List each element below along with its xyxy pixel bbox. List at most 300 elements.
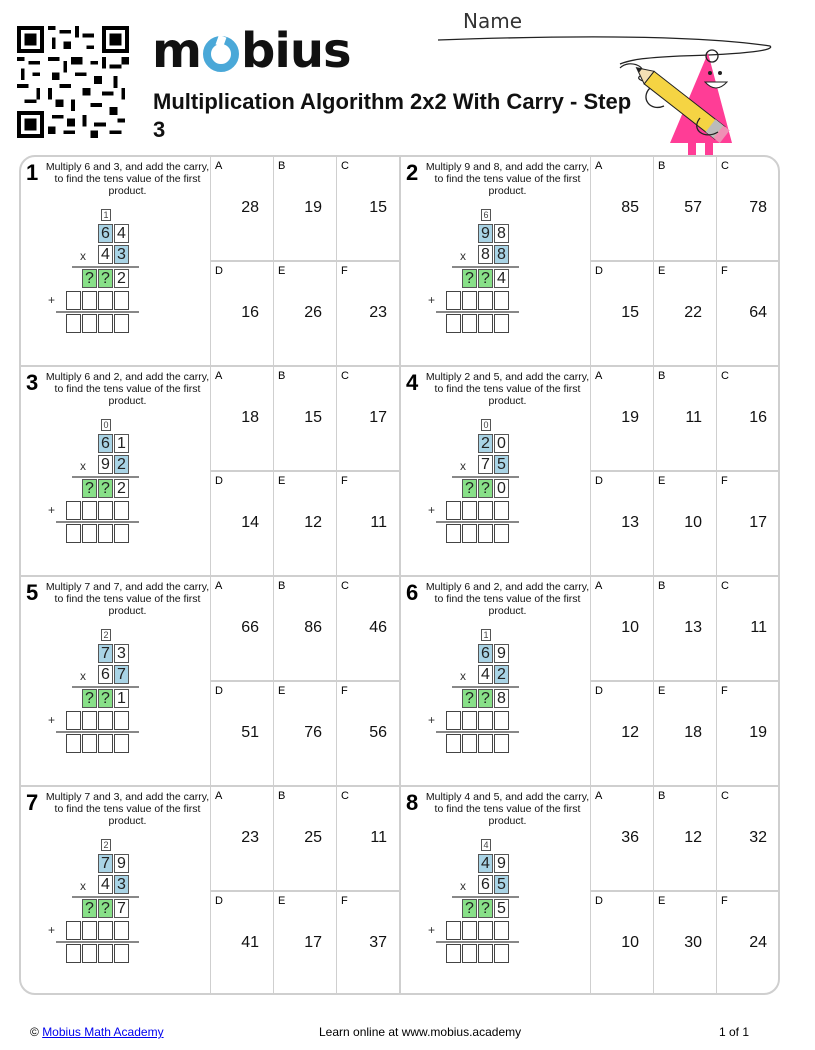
choice-value: 85 <box>621 199 639 216</box>
answer-choices <box>591 157 780 365</box>
answer-choice-c[interactable] <box>717 577 780 682</box>
answer-choice-d[interactable] <box>211 472 274 577</box>
mobius-academy-link[interactable]: Mobius Math Academy <box>42 1025 164 1039</box>
answer-choice-c[interactable] <box>717 157 780 262</box>
choice-value: 11 <box>370 829 387 846</box>
choice-letter: A <box>595 160 603 172</box>
choice-letter: A <box>595 580 603 592</box>
problem-instruction: Multiply 6 and 3, and add the carry, to find the tens value of the first product. <box>45 161 210 197</box>
logo-text-prefix: m <box>152 23 202 79</box>
answer-choice-b[interactable] <box>274 157 337 262</box>
second-product-box[interactable] <box>66 291 81 310</box>
second-product-box[interactable] <box>82 711 97 730</box>
final-answer-box[interactable] <box>462 734 477 753</box>
multiply-sign: x <box>460 459 466 473</box>
partial-ones-digit: 2 <box>114 269 129 288</box>
partial-tens-answer[interactable]: ? <box>478 899 493 918</box>
choice-letter: F <box>721 475 728 487</box>
partial-tens-answer[interactable]: ? <box>478 269 493 288</box>
multiply-sign: x <box>80 249 86 263</box>
answer-choice-d[interactable] <box>591 682 654 787</box>
second-product-box[interactable] <box>114 921 129 940</box>
bottom-ones-digit: 2 <box>494 665 509 684</box>
final-answer-box[interactable] <box>82 314 97 333</box>
problem-work-area <box>401 367 591 575</box>
partial-ones-digit: 1 <box>114 689 129 708</box>
choice-letter: B <box>658 580 666 592</box>
top-ones-digit: 8 <box>494 224 509 243</box>
multiply-sign: x <box>460 669 466 683</box>
answer-choice-a[interactable] <box>211 367 274 472</box>
answer-choice-b[interactable] <box>654 367 717 472</box>
final-answer-box[interactable] <box>114 944 129 963</box>
answer-choice-c[interactable] <box>337 367 401 472</box>
choice-letter: B <box>278 370 286 382</box>
second-product-box[interactable] <box>478 501 493 520</box>
bottom-ones-digit: 7 <box>114 665 129 684</box>
choice-value: 46 <box>369 619 387 636</box>
second-product-box[interactable] <box>478 291 493 310</box>
final-answer-box[interactable] <box>98 524 113 543</box>
second-product-box[interactable] <box>66 921 81 940</box>
choice-letter: C <box>721 790 729 802</box>
answer-choice-d[interactable] <box>591 472 654 577</box>
second-product-box[interactable] <box>462 921 477 940</box>
second-product-box[interactable] <box>478 921 493 940</box>
choice-letter: C <box>341 160 349 172</box>
final-answer-box[interactable] <box>114 524 129 543</box>
choice-value: 13 <box>684 619 702 636</box>
problem-instruction: Multiply 7 and 3, and add the carry, to find the tens value of the first product. <box>45 791 210 827</box>
second-product-box[interactable] <box>446 921 461 940</box>
sum-rule <box>436 731 519 733</box>
answer-choice-e[interactable] <box>654 472 717 577</box>
final-answer-box[interactable] <box>478 734 493 753</box>
choice-value: 56 <box>369 724 387 741</box>
final-answer-box[interactable] <box>494 734 509 753</box>
choice-value: 12 <box>684 829 702 846</box>
choice-letter: C <box>341 580 349 592</box>
multiply-rule <box>452 686 519 688</box>
second-product-box[interactable] <box>66 711 81 730</box>
choice-letter: B <box>658 160 666 172</box>
choice-letter: B <box>278 790 286 802</box>
answer-choices <box>211 787 401 995</box>
answer-choice-a[interactable] <box>211 577 274 682</box>
answer-choice-e[interactable] <box>654 892 717 995</box>
answer-choice-b[interactable] <box>654 787 717 892</box>
partial-hundreds-answer[interactable]: ? <box>82 689 97 708</box>
bottom-tens-digit: 8 <box>478 245 493 264</box>
answer-choice-d[interactable] <box>591 892 654 995</box>
choice-value: 15 <box>621 304 639 321</box>
problem-5 <box>21 577 401 787</box>
problem-number: 8 <box>406 790 419 815</box>
problem-work-area <box>401 157 591 365</box>
partial-hundreds-answer[interactable]: ? <box>462 899 477 918</box>
choice-letter: F <box>721 685 728 697</box>
second-product-box[interactable] <box>446 501 461 520</box>
problem-work-area <box>21 367 211 575</box>
partial-tens-answer[interactable]: ? <box>98 269 113 288</box>
choice-letter: D <box>215 895 223 907</box>
answer-choices <box>211 367 401 575</box>
answer-choice-e[interactable] <box>274 682 337 787</box>
choice-letter: A <box>595 370 603 382</box>
choice-value: 28 <box>241 199 259 216</box>
answer-choice-c[interactable] <box>337 787 401 892</box>
answer-choice-d[interactable] <box>591 262 654 367</box>
final-answer-box[interactable] <box>446 524 461 543</box>
multiplication-algorithm <box>21 207 211 337</box>
choice-value: 23 <box>241 829 259 846</box>
choice-value: 57 <box>684 199 702 216</box>
final-answer-box[interactable] <box>462 314 477 333</box>
second-product-box[interactable] <box>82 291 97 310</box>
second-product-box[interactable] <box>446 711 461 730</box>
plus-sign: + <box>428 923 436 937</box>
answer-choice-f[interactable] <box>717 472 780 577</box>
answer-choice-c[interactable] <box>717 787 780 892</box>
problem-7 <box>21 787 401 995</box>
bottom-ones-digit: 3 <box>114 875 129 894</box>
final-answer-box[interactable] <box>494 314 509 333</box>
choice-letter: C <box>721 370 729 382</box>
multiply-sign: x <box>80 669 86 683</box>
multiply-sign: x <box>460 879 466 893</box>
choice-value: 15 <box>369 199 387 216</box>
final-answer-box[interactable] <box>462 524 477 543</box>
choice-value: 66 <box>241 619 259 636</box>
choice-letter: D <box>595 265 603 277</box>
choice-value: 30 <box>684 934 702 951</box>
partial-hundreds-answer[interactable]: ? <box>82 479 97 498</box>
final-answer-box[interactable] <box>98 314 113 333</box>
top-tens-digit: 6 <box>98 434 113 453</box>
final-answer-box[interactable] <box>82 734 97 753</box>
choice-value: 78 <box>749 199 767 216</box>
qr-code <box>17 26 129 138</box>
multiply-sign: x <box>460 249 466 263</box>
partial-hundreds-answer[interactable]: ? <box>82 269 97 288</box>
answer-choices <box>591 787 780 995</box>
choice-value: 17 <box>369 409 387 426</box>
page-title: Multiplication Algorithm 2x2 With Carry - Step 3 <box>153 89 632 142</box>
bottom-tens-digit: 4 <box>98 245 113 264</box>
partial-hundreds-answer[interactable]: ? <box>462 689 477 708</box>
final-answer-box[interactable] <box>98 734 113 753</box>
answer-choice-d[interactable] <box>211 682 274 787</box>
partial-tens-answer[interactable]: ? <box>98 899 113 918</box>
plus-sign: + <box>48 713 56 727</box>
carry-box: 2 <box>101 629 111 641</box>
second-product-box[interactable] <box>98 291 113 310</box>
answer-choice-e[interactable] <box>274 262 337 367</box>
answer-choices <box>211 577 401 785</box>
plus-sign: + <box>48 293 56 307</box>
answer-choice-e[interactable] <box>274 472 337 577</box>
choice-value: 76 <box>304 724 322 741</box>
partial-hundreds-answer[interactable]: ? <box>462 479 477 498</box>
answer-choice-a[interactable] <box>591 157 654 262</box>
choice-value: 37 <box>369 934 387 951</box>
plus-sign: + <box>48 923 56 937</box>
plus-sign: + <box>48 503 56 517</box>
choice-letter: D <box>215 685 223 697</box>
top-tens-digit: 6 <box>98 224 113 243</box>
top-ones-digit: 1 <box>114 434 129 453</box>
final-answer-box[interactable] <box>66 314 81 333</box>
second-product-box[interactable] <box>98 921 113 940</box>
answer-choice-e[interactable] <box>654 682 717 787</box>
choice-value: 86 <box>304 619 322 636</box>
name-label: Name <box>463 9 523 33</box>
multiply-rule <box>72 266 139 268</box>
final-answer-box[interactable] <box>114 314 129 333</box>
answer-choice-b[interactable] <box>274 787 337 892</box>
choice-letter: A <box>215 580 223 592</box>
top-ones-digit: 9 <box>114 854 129 873</box>
answer-choice-b[interactable] <box>654 577 717 682</box>
choice-letter: B <box>278 160 286 172</box>
second-product-box[interactable] <box>462 501 477 520</box>
second-product-box[interactable] <box>494 921 509 940</box>
choice-letter: F <box>721 895 728 907</box>
choice-value: 51 <box>241 724 259 741</box>
answer-choice-f[interactable] <box>337 262 401 367</box>
choice-letter: E <box>658 475 666 487</box>
carry-box: 1 <box>481 629 491 641</box>
final-answer-box[interactable] <box>494 944 509 963</box>
second-product-box[interactable] <box>66 501 81 520</box>
answer-choice-c[interactable] <box>337 157 401 262</box>
second-product-box[interactable] <box>462 711 477 730</box>
answer-choice-b[interactable] <box>274 577 337 682</box>
choice-letter: E <box>278 685 286 697</box>
answer-choice-f[interactable] <box>717 892 780 995</box>
top-tens-digit: 7 <box>98 644 113 663</box>
problem-number: 2 <box>406 160 419 185</box>
choice-letter: B <box>658 370 666 382</box>
answer-choice-c[interactable] <box>717 367 780 472</box>
choice-value: 16 <box>749 409 767 426</box>
sum-rule <box>56 311 139 313</box>
bottom-tens-digit: 6 <box>478 875 493 894</box>
choice-letter: C <box>341 790 349 802</box>
choice-letter: E <box>658 685 666 697</box>
answer-choice-a[interactable] <box>211 787 274 892</box>
top-ones-digit: 9 <box>494 644 509 663</box>
answer-choice-d[interactable] <box>211 892 274 995</box>
carry-box: 2 <box>101 839 111 851</box>
multiply-rule <box>452 266 519 268</box>
second-product-box[interactable] <box>478 711 493 730</box>
final-answer-box[interactable] <box>66 734 81 753</box>
answer-choice-e[interactable] <box>654 262 717 367</box>
final-answer-box[interactable] <box>66 944 81 963</box>
partial-tens-answer[interactable]: ? <box>98 479 113 498</box>
logo-text-suffix: bius <box>241 23 351 79</box>
choice-letter: F <box>341 475 348 487</box>
top-tens-digit: 7 <box>98 854 113 873</box>
choice-letter: D <box>215 475 223 487</box>
problem-number: 6 <box>406 580 419 605</box>
problem-number: 5 <box>26 580 39 605</box>
choice-value: 14 <box>241 514 259 531</box>
second-product-box[interactable] <box>446 291 461 310</box>
final-answer-box[interactable] <box>114 734 129 753</box>
answer-choice-a[interactable] <box>591 367 654 472</box>
final-answer-box[interactable] <box>462 944 477 963</box>
answer-choice-f[interactable] <box>337 472 401 577</box>
final-answer-box[interactable] <box>478 944 493 963</box>
choice-letter: D <box>595 895 603 907</box>
partial-ones-digit: 2 <box>114 479 129 498</box>
choice-value: 11 <box>685 409 702 426</box>
partial-tens-answer[interactable]: ? <box>478 689 493 708</box>
choice-letter: B <box>278 580 286 592</box>
second-product-box[interactable] <box>114 291 129 310</box>
second-product-box[interactable] <box>494 501 509 520</box>
choice-value: 10 <box>621 934 639 951</box>
choice-value: 41 <box>241 934 259 951</box>
choice-letter: E <box>658 895 666 907</box>
second-product-box[interactable] <box>494 711 509 730</box>
multiply-rule <box>72 686 139 688</box>
plus-sign: + <box>428 503 436 517</box>
final-answer-box[interactable] <box>478 314 493 333</box>
second-product-box[interactable] <box>114 501 129 520</box>
problem-8 <box>401 787 780 995</box>
final-answer-box[interactable] <box>82 524 97 543</box>
answer-choice-a[interactable] <box>591 787 654 892</box>
final-answer-box[interactable] <box>446 944 461 963</box>
choice-letter: A <box>215 370 223 382</box>
second-product-box[interactable] <box>82 921 97 940</box>
answer-choice-f[interactable] <box>337 892 401 995</box>
choice-value: 17 <box>749 514 767 531</box>
final-answer-box[interactable] <box>98 944 113 963</box>
final-answer-box[interactable] <box>446 734 461 753</box>
bottom-ones-digit: 3 <box>114 245 129 264</box>
answer-choice-b[interactable] <box>654 157 717 262</box>
final-answer-box[interactable] <box>478 524 493 543</box>
answer-choices <box>591 577 780 785</box>
choice-letter: C <box>721 580 729 592</box>
bottom-tens-digit: 4 <box>478 665 493 684</box>
choice-value: 24 <box>749 934 767 951</box>
answer-choice-f[interactable] <box>717 682 780 787</box>
top-ones-digit: 0 <box>494 434 509 453</box>
final-answer-box[interactable] <box>494 524 509 543</box>
multiply-rule <box>72 476 139 478</box>
choice-letter: F <box>341 265 348 277</box>
choice-letter: A <box>215 160 223 172</box>
choice-letter: E <box>658 265 666 277</box>
problem-number: 3 <box>26 370 39 395</box>
partial-tens-answer[interactable]: ? <box>478 479 493 498</box>
choice-letter: E <box>278 895 286 907</box>
choice-letter: C <box>341 370 349 382</box>
problem-work-area <box>21 787 211 995</box>
bottom-tens-digit: 9 <box>98 455 113 474</box>
partial-ones-digit: 0 <box>494 479 509 498</box>
answer-choice-e[interactable] <box>274 892 337 995</box>
choice-value: 11 <box>370 514 387 531</box>
partial-ones-digit: 5 <box>494 899 509 918</box>
problem-number: 1 <box>26 160 39 185</box>
problem-1 <box>21 157 401 367</box>
answer-choice-a[interactable] <box>591 577 654 682</box>
logo-o-ring-icon <box>203 36 239 72</box>
copyright-symbol: © <box>30 1025 39 1039</box>
final-answer-box[interactable] <box>82 944 97 963</box>
problem-number: 4 <box>406 370 419 395</box>
choice-value: 10 <box>621 619 639 636</box>
choice-value: 32 <box>749 829 767 846</box>
plus-sign: + <box>428 293 436 307</box>
final-answer-box[interactable] <box>446 314 461 333</box>
choice-value: 64 <box>749 304 767 321</box>
bottom-ones-digit: 8 <box>494 245 509 264</box>
top-tens-digit: 4 <box>478 854 493 873</box>
answer-choice-c[interactable] <box>337 577 401 682</box>
answer-choices <box>211 157 401 365</box>
choice-letter: F <box>341 895 348 907</box>
problem-4 <box>401 367 780 577</box>
problem-work-area <box>21 157 211 365</box>
multiply-rule <box>452 476 519 478</box>
answer-choice-f[interactable] <box>717 262 780 367</box>
partial-ones-digit: 7 <box>114 899 129 918</box>
second-product-box[interactable] <box>114 711 129 730</box>
answer-choice-f[interactable] <box>337 682 401 787</box>
second-product-box[interactable] <box>494 291 509 310</box>
choice-value: 12 <box>621 724 639 741</box>
partial-ones-digit: 4 <box>494 269 509 288</box>
second-product-box[interactable] <box>462 291 477 310</box>
top-tens-digit: 9 <box>478 224 493 243</box>
second-product-box[interactable] <box>98 501 113 520</box>
sum-rule <box>436 521 519 523</box>
partial-hundreds-answer[interactable]: ? <box>462 269 477 288</box>
problem-3 <box>21 367 401 577</box>
answer-choice-a[interactable] <box>211 157 274 262</box>
problem-work-area <box>401 787 591 995</box>
second-product-box[interactable] <box>82 501 97 520</box>
choice-letter: B <box>658 790 666 802</box>
choice-letter: D <box>215 265 223 277</box>
choice-value: 23 <box>369 304 387 321</box>
carry-box: 6 <box>481 209 491 221</box>
choice-value: 17 <box>304 934 322 951</box>
problem-instruction: Multiply 2 and 5, and add the carry, to find the tens value of the first product. <box>425 371 590 407</box>
copyright <box>30 1025 164 1039</box>
partial-tens-answer[interactable]: ? <box>98 689 113 708</box>
partial-hundreds-answer[interactable]: ? <box>82 899 97 918</box>
problem-instruction: Multiply 7 and 7, and add the carry, to find the tens value of the first product. <box>45 581 210 617</box>
problem-work-area <box>401 577 591 785</box>
answer-choice-b[interactable] <box>274 367 337 472</box>
choice-value: 16 <box>241 304 259 321</box>
problem-2 <box>401 157 780 367</box>
final-answer-box[interactable] <box>66 524 81 543</box>
answer-choice-d[interactable] <box>211 262 274 367</box>
second-product-box[interactable] <box>98 711 113 730</box>
sum-rule <box>436 941 519 943</box>
multiply-sign: x <box>80 879 86 893</box>
choice-value: 36 <box>621 829 639 846</box>
